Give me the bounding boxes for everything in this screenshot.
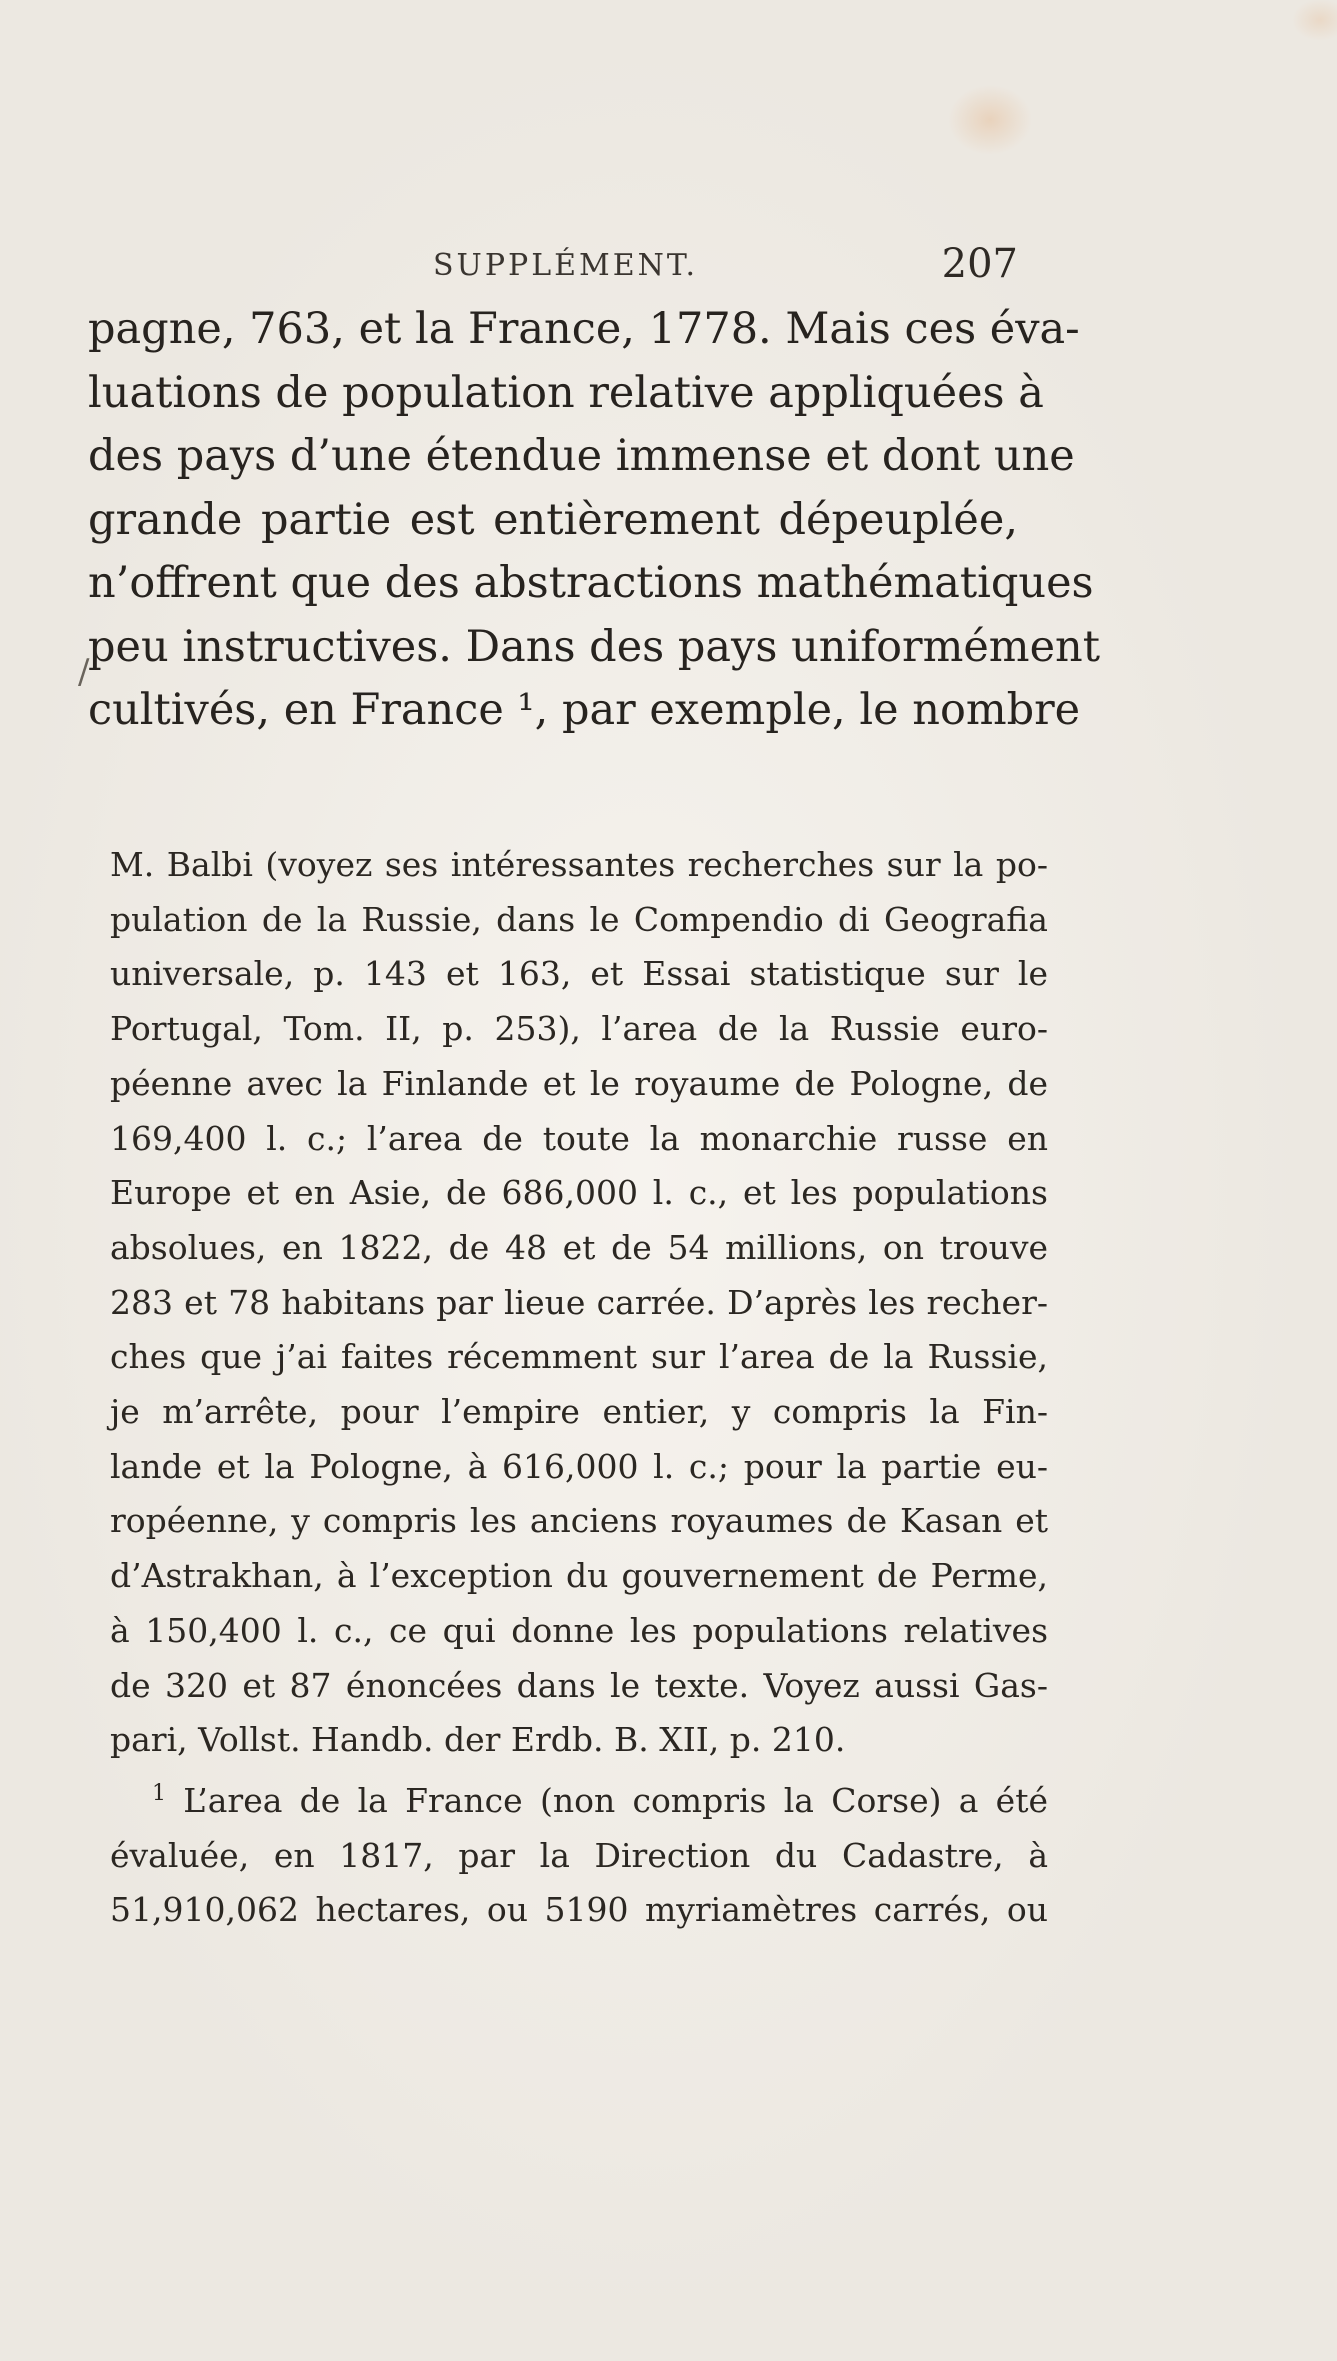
footnote-marker: 1 (152, 1780, 166, 1806)
footnote-line: universale, p. 143 et 163, et Essai statistique sur le (110, 954, 1048, 994)
main-text-line: cultivés, en France ¹, par exemple, le nombre (88, 685, 1081, 735)
footnote-line: ropéenne, y compris les anciens royaumes de Kasan et (110, 1501, 1048, 1541)
footnote-line: Portugal, Tom. II, p. 253), l’area de la Russie euro- (110, 1009, 1048, 1049)
main-text-line: pagne, 763, et la France, 1778. Mais ces éva- (88, 304, 1080, 354)
footnote-line: 169,400 l. c.; l’area de toute la monarchie russe en (110, 1118, 1048, 1158)
footnote-line: absolues, en 1822, de 48 et de 54 millions, on trouve (110, 1227, 1048, 1267)
footnote-line: péenne avec la Finlande et le royaume de Pologne, de (110, 1063, 1048, 1103)
footnote-continued (110, 838, 1048, 1768)
footnotes (110, 838, 1048, 1938)
footnote-line: à 150,400 l. c., ce qui donne les populations relatives (110, 1610, 1048, 1650)
footnote-1 (110, 1774, 1048, 1938)
page-number: 207 (941, 241, 1018, 287)
running-title: SUPPLÉMENT. (433, 248, 699, 283)
footnote-line: pulation de la Russie, dans le Compendio di Geografia (110, 899, 1048, 939)
footnote-line-text: L’area de la France (non compris la Corse) a été (183, 1780, 1048, 1820)
footnote-line: lande et la Pologne, à 616,000 l. c.; pour la partie eu- (110, 1446, 1048, 1486)
main-text-line: des pays d’une étendue immense et dont une (88, 431, 1075, 481)
main-text-line: luations de population relative appliquées à (88, 367, 1044, 418)
footnote-line: de 320 et 87 énoncées dans le texte. Voyez aussi Gas- (110, 1665, 1048, 1705)
main-text-line: grande partie est entièrement dépeuplée, (88, 494, 1018, 545)
main-text-line: n’offrent que des abstractions mathématiques (88, 558, 1094, 608)
footnote-line (110, 1774, 1048, 1829)
footnote-line: Europe et en Asie, de 686,000 l. c., et les populations (110, 1173, 1048, 1213)
footnote-line: M. Balbi (voyez ses intéressantes recherches sur la po- (110, 845, 1048, 884)
footnote-line: d’Astrakhan, à l’exception du gouvernement de Perme, (110, 1556, 1048, 1596)
footnote-line: 283 et 78 habitans par lieue carrée. D’après les recher- (110, 1282, 1048, 1322)
main-text (88, 298, 1100, 743)
main-text-line: peu instructives. Dans des pays uniformément (88, 621, 1100, 672)
page-header (88, 241, 1018, 288)
footnote-line: ches que j’ai faites récemment sur l’area de la Russie, (110, 1337, 1048, 1377)
footnote-line: je m’arrête, pour l’empire entier, y compris la Fin- (110, 1392, 1048, 1432)
footnote-line: évaluée, en 1817, par la Direction du Cadastre, à (110, 1835, 1048, 1875)
margin-mark: / (78, 652, 90, 692)
footnote-line: pari, Vollst. Handb. der Erdb. B. XII, p. 210. (110, 1720, 846, 1760)
footnote-line: 51,910,062 hectares, ou 5190 myriamètres carrés, ou (110, 1890, 1048, 1930)
